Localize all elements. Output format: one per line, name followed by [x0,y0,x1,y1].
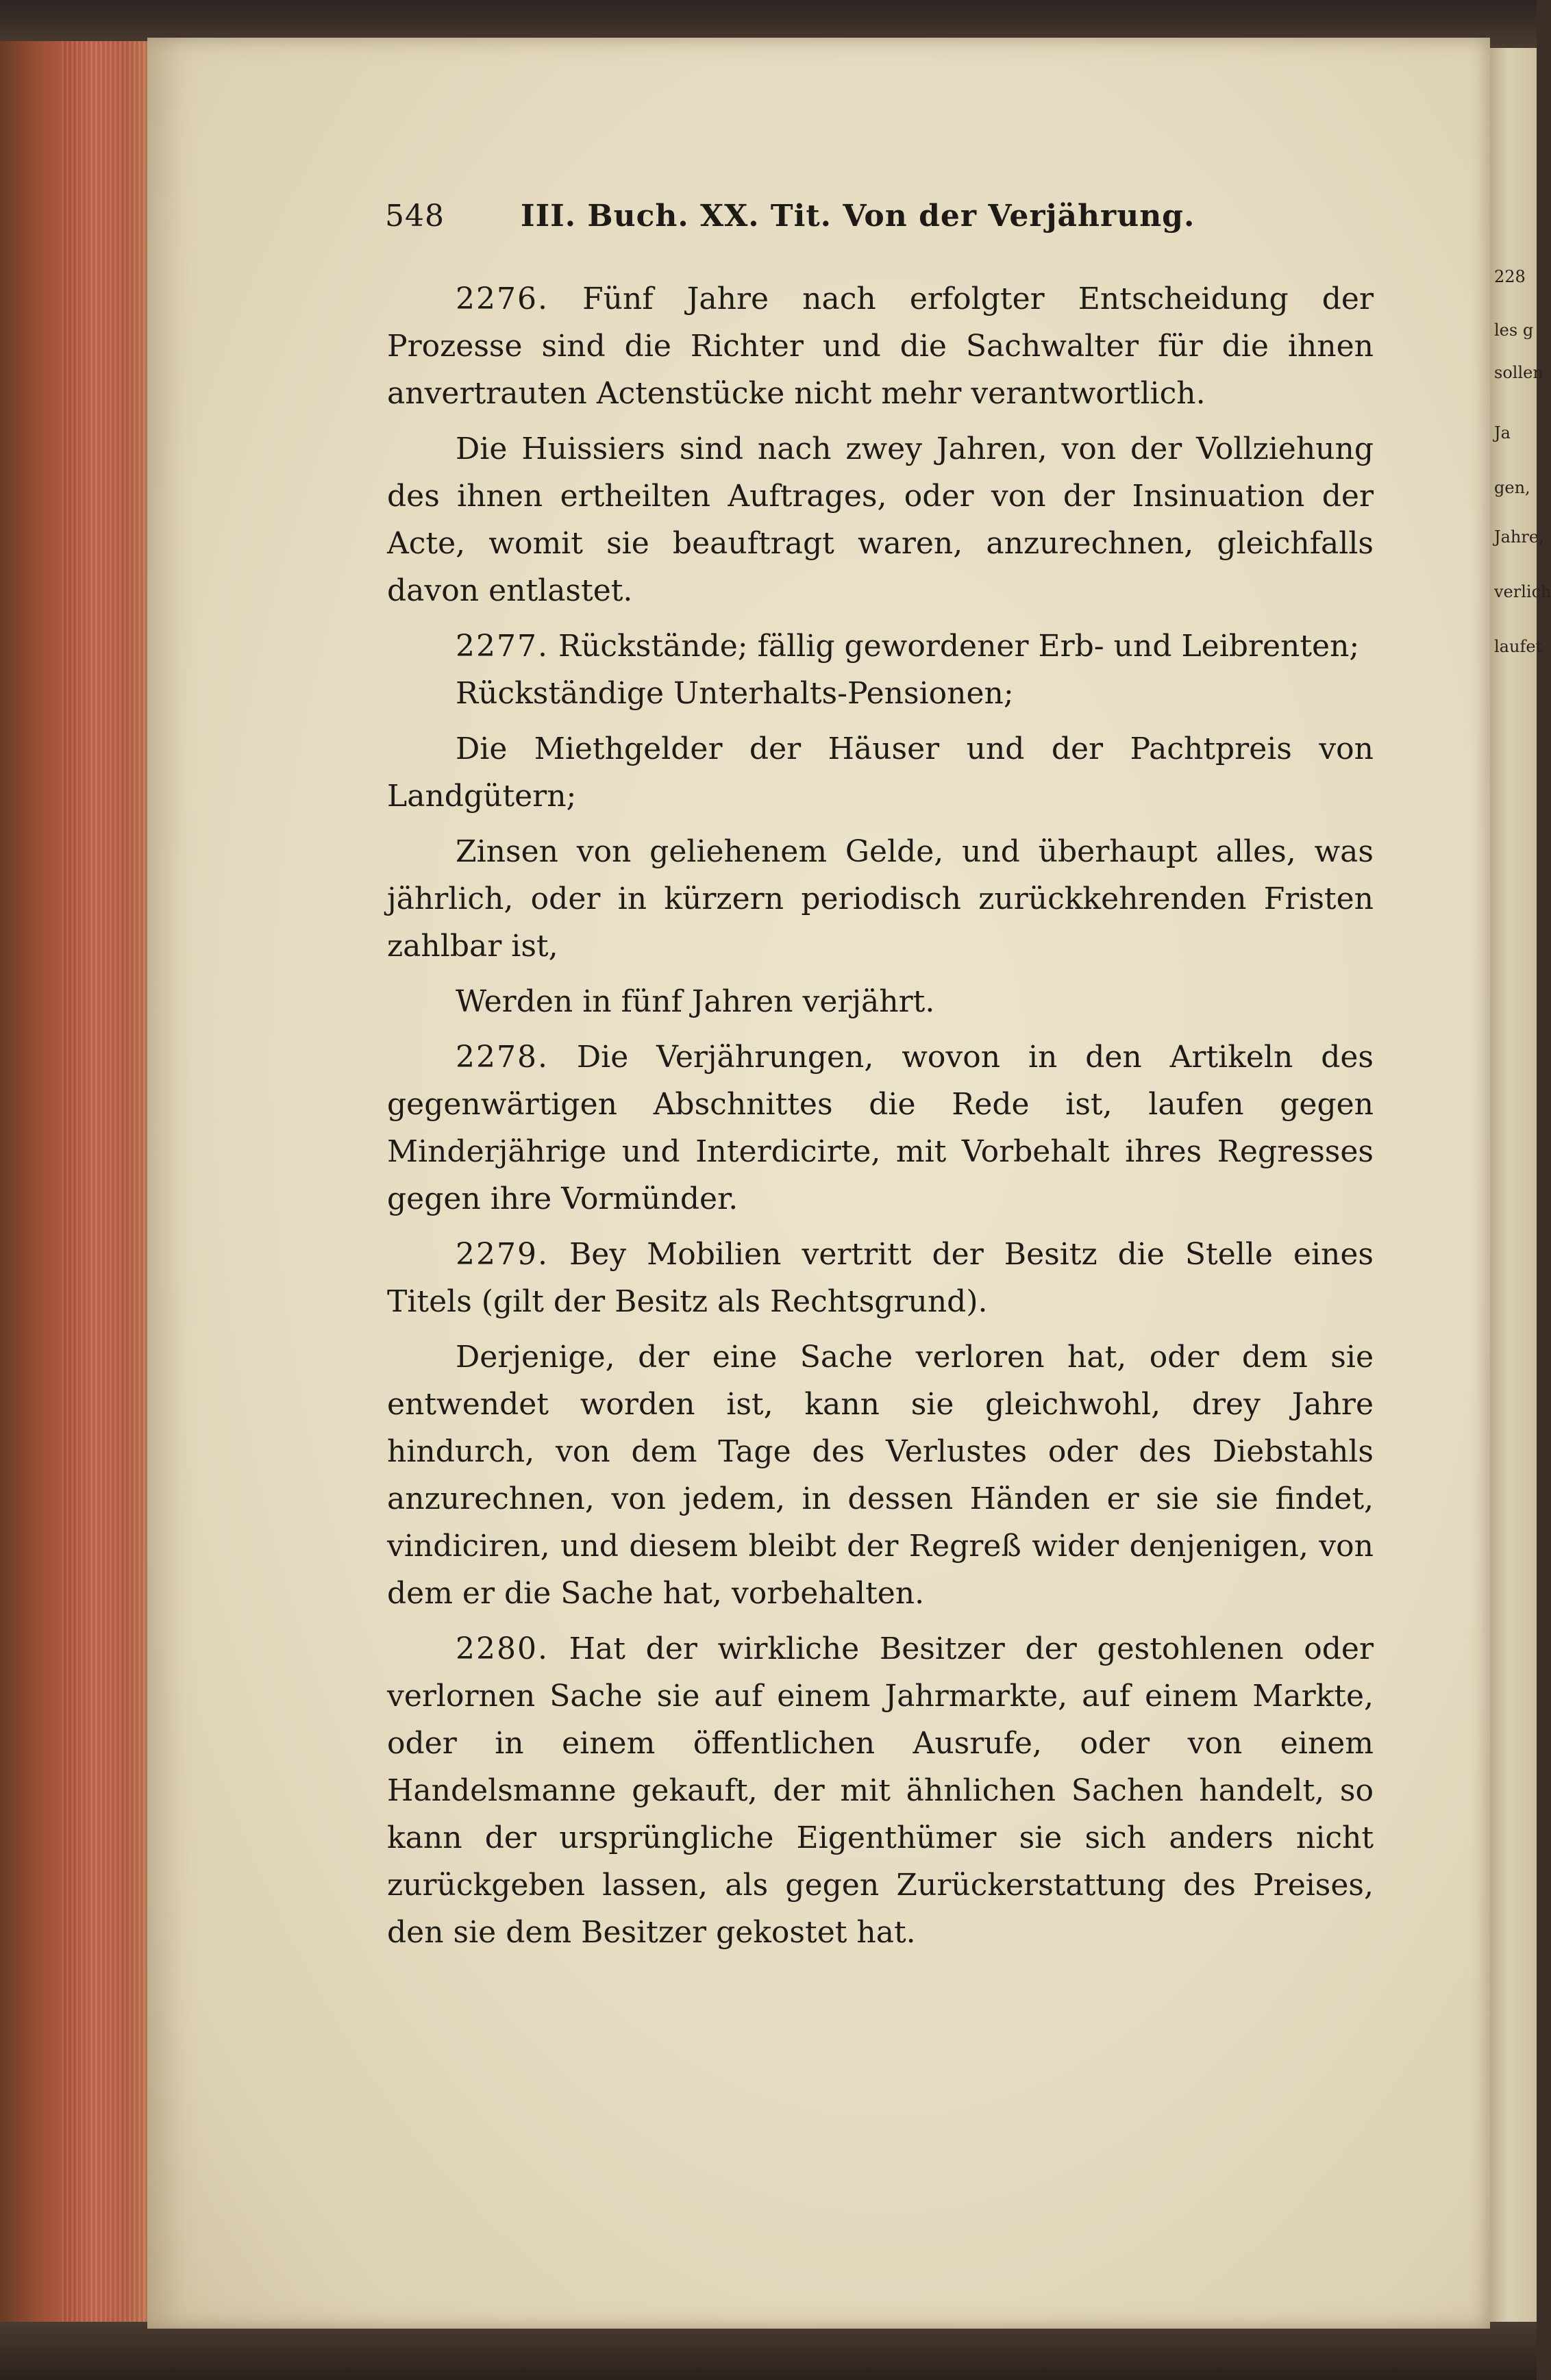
paragraph-text: Hat der wirkliche Besitzer der gestohlenen oder verlornen Sache sie auf einem Jahrmarkte, auf einem Markte, oder in einem öffentlichen Ausrufe, oder von einem Handelsmanne gekauft, der mit ähnlichen Sachen handelt, so kann der ursprüngliche Eigenthümer sie sich anders nicht zurückgeben lassen, als gegen Zurückerstattung des Preises, den sie dem Besitzer gekostet hat. [387,1631,1374,1950]
paragraph-text: Werden in fünf Jahren verjährt. [456,984,935,1019]
facing-fragment: Jahre, [1494,527,1544,547]
facing-fragment: sollen [1494,363,1543,382]
paragraph [387,670,1374,717]
paragraph-text: Derjenige, der eine Sache verloren hat, oder dem sie entwendet worden ist, kann sie gleichwohl, drey Jahre hindurch, von dem Tage des Verlustes oder des Diebstahls anzurechnen, von jedem, in dessen Händen er sie sie findet, vindiciren, und diesem bleibt der Regreß wider denjenigen, von dem er die Sache hat, vorbehalten. [387,1340,1374,1611]
paragraph-number: 2279. [456,1237,549,1272]
book-bottom-edge [0,2322,1537,2380]
paragraph-text: Rückstände; fällig gewordener Erb- und Leibrenten; [558,629,1360,664]
facing-fragment: gen, [1494,478,1530,497]
paragraph-number: 2277. [456,629,549,664]
page-edge-stripes [62,41,151,2342]
paragraph-text: Die Verjährungen, wovon in den Artikeln des gegenwärtigen Abschnittes die Rede ist, laufen gegen Minderjährige und Interdicirte, mit Vorbehalt ihres Regresses gegen ihre Vormünder. [387,1040,1374,1216]
facing-page-strip [1490,48,1551,2322]
paragraph-text: Die Huissiers sind nach zwey Jahren, von der Vollziehung des ihnen ertheilten Auftrages, oder von der Insinuation der Acte, womit sie beauftragt waren, anzurechnen, gleichfalls davon entlastet. [387,431,1374,608]
paragraph-number: 2276. [456,281,549,316]
facing-fragment: les g [1494,321,1534,340]
paragraph-2276 [387,275,1374,417]
paragraph-number: 2280. [456,1631,549,1666]
paragraph-2280 [387,1625,1374,1956]
page-number: 548 [385,199,445,234]
paragraph [387,1333,1374,1617]
paragraph [387,425,1374,614]
facing-fragment: verlich [1494,582,1551,601]
paragraph-text: Bey Mobilien vertritt der Besitz die Stelle eines Titels (gilt der Besitz als Rechtsgrund). [387,1237,1374,1319]
facing-fragment: Ja [1494,423,1511,442]
paragraph-text: Die Miethgelder der Häuser und der Pachtpreis von Landgütern; [387,731,1374,814]
paragraph-text: Fünf Jahre nach erfolgter Entscheidung der Prozesse sind die Richter und die Sachwalter für die ihnen anvertrauten Actenstücke nicht mehr verantwortlich. [387,281,1374,411]
paragraph-2279 [387,1231,1374,1325]
paragraph-2277 [387,623,1374,670]
paragraph [387,725,1374,820]
paragraph [387,828,1374,970]
paragraph-number: 2278. [456,1040,549,1075]
facing-fragment: laufet [1494,637,1543,656]
running-title: III. Buch. XX. Tit. Von der Verjährung. [521,199,1195,234]
paragraph-text: Zinsen von geliehenem Gelde, und überhaupt alles, was jährlich, oder in kürzern periodisch zurückkehrenden Fristen zahlbar ist, [387,834,1374,964]
page-text [387,199,1374,1956]
paragraph-text: Rückständige Unterhalts-Pensionen; [456,676,1014,711]
facing-fragment: 228 [1494,267,1526,286]
paragraph-2278 [387,1034,1374,1223]
running-header [387,199,1374,247]
paragraph [387,978,1374,1025]
